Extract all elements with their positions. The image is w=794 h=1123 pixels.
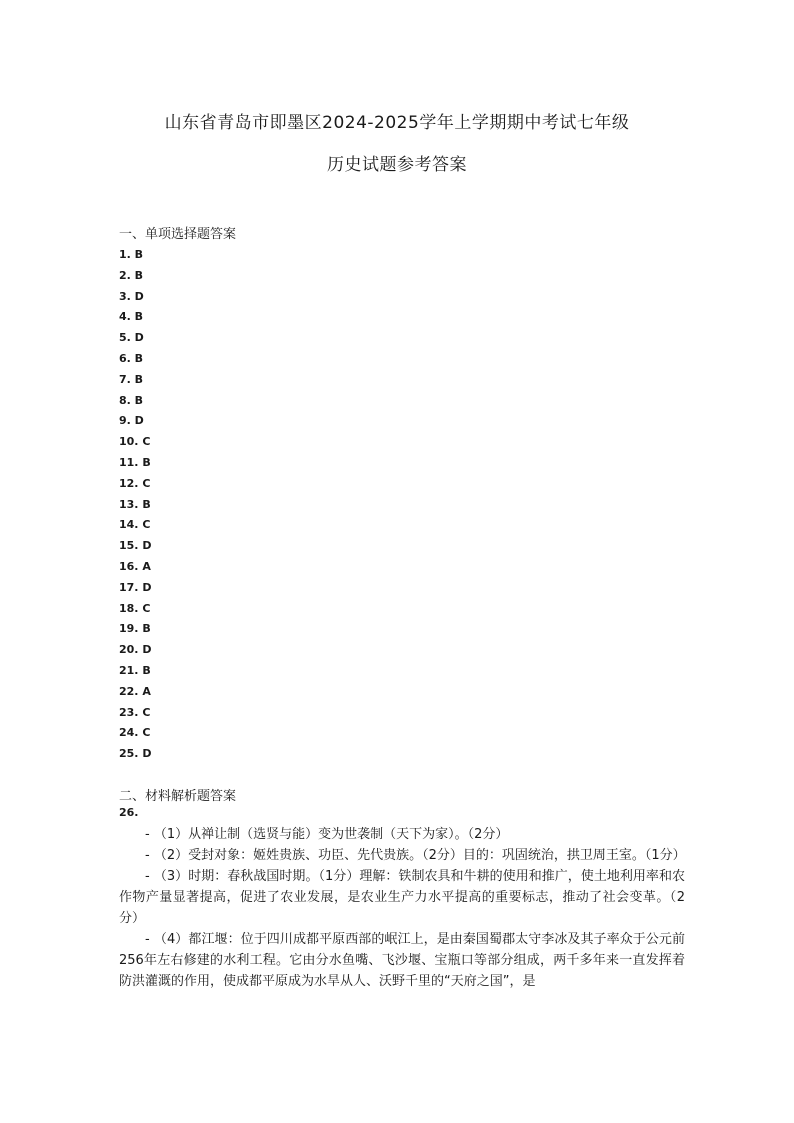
document-subtitle: 历史试题参考答案 [327, 155, 467, 175]
question-number: 26. [119, 806, 139, 819]
answer-item: 22. A [119, 684, 151, 698]
sub-answer-3: - （3）时期：春秋战国时期。（1分）理解：铁制农具和牛耕的使用和推广，使土地利用率和农作物产量显著提高，促进了农业发展，是农业生产力水平提高的重要标志，推动了社会变革。（2分） [119, 869, 685, 926]
answer-list [119, 245, 151, 765]
answer-item: 21. B [119, 663, 151, 677]
sub-answer-4: - （4）都江堰：位于四川成都平原西部的岷江上，是由秦国蜀郡太守李冰及其子率众于公元前256年左右修建的水利工程。它由分水鱼嘴、飞沙堰、宝瓶口等部分组成，两千多年来一直发挥着防洪灌溉的作用，使成都平原成为水旱从人、沃野千里的“天府之国”，是 [119, 932, 685, 989]
answer-item: 13. B [119, 497, 151, 511]
answer-item: 3. D [119, 289, 144, 303]
answer-item: 23. C [119, 705, 151, 719]
answer-item: 6. B [119, 351, 144, 365]
answer-item: 8. B [119, 393, 144, 407]
answer-item: 7. B [119, 372, 144, 386]
answer-item: 20. D [119, 643, 152, 657]
answer-item: 18. C [119, 601, 151, 615]
sub-answer-list [119, 824, 685, 992]
answer-item: 12. C [119, 476, 151, 490]
answer-item: 4. B [119, 310, 144, 324]
answer-item: 25. D [119, 747, 152, 761]
section-heading-multiple-choice: 一、单项选择题答案 [119, 227, 237, 242]
answer-item: 9. D [119, 414, 144, 428]
answer-item: 11. B [119, 455, 151, 469]
answer-item: 15. D [119, 539, 152, 553]
answer-item: 1. B [119, 248, 144, 261]
section-heading-material-analysis: 二、材料解析题答案 [119, 789, 237, 804]
answer-item: 2. B [119, 268, 144, 282]
answer-item: 10. C [119, 435, 151, 449]
answer-item: 16. A [119, 559, 151, 573]
answer-item: 5. D [119, 331, 144, 345]
answer-item: 19. B [119, 622, 151, 636]
sub-answer-2: - （2）受封对象：姬姓贵族、功臣、先代贵族。（2分）目的：巩固统治，拱卫周王室。（1分） [145, 848, 686, 863]
sub-answer-1: - （1）从禅让制（选贤与能）变为世袭制（天下为家）。（2分） [145, 827, 509, 842]
answer-item: 14. C [119, 518, 151, 532]
document-title: 山东省青岛市即墨区2024-2025学年上学期期中考试七年级 [164, 113, 630, 133]
answer-item: 24. C [119, 726, 151, 740]
answer-item: 17. D [119, 580, 152, 594]
